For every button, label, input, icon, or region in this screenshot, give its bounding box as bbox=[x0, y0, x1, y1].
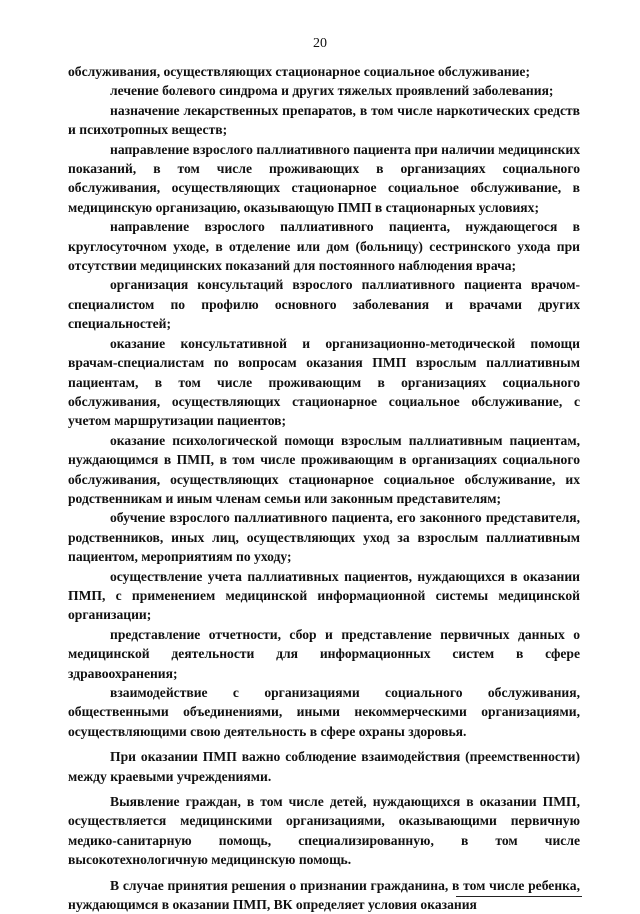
paragraph: направление взрослого паллиативного пациента при наличии медицинских показаний, в том числе проживающих в организациях социального обслуживания, осуществляющих стационарное социальное обслуживание, в медицинскую организацию, оказывающую ПМП в стационарных условиях; bbox=[68, 141, 580, 215]
paragraph: обслуживания, осуществляющих стационарное социальное обслуживание; bbox=[68, 64, 530, 79]
document-body bbox=[68, 62, 580, 914]
paragraph: организация консультаций взрослого паллиативного пациента врачом-специалистом по профилю основного заболевания и врачами других специальностей; bbox=[68, 277, 580, 332]
paragraph: При оказании ПМП важно соблюдение взаимодействия (преемственности) между краевыми учреждениями. bbox=[68, 749, 580, 784]
paragraph: обучение взрослого паллиативного пациента, его законного представителя, родственников, иных лиц, осуществляющих уход за взрослым паллиативным пациентом, мероприятиям по уходу; bbox=[68, 510, 580, 565]
paragraph: оказание консультативной и организационно-методической помощи врачам-специалистам по вопросам оказания ПМП взрослым паллиативным пациентам, в том числе проживающим в организациях социального обслуживания, осуществляющих стационарное социальное обслуживание, с учетом маршрутизации пациентов; bbox=[68, 335, 580, 429]
paragraph: лечение болевого синдрома и других тяжелых проявлений заболевания; bbox=[110, 83, 554, 99]
paragraph: представление отчетности, сбор и представление первичных данных о медицинской деятельности для информационных систем в сфере здравоохранения; bbox=[68, 626, 580, 681]
page-number: 20 bbox=[313, 36, 327, 51]
footer-rule bbox=[456, 896, 582, 897]
paragraph: оказание психологической помощи взрослым паллиативным пациентам, нуждающимся в ПМП, в том числе проживающим в организациях социального обслуживания, осуществляющих стационарное социальное обслуживание, их родственникам и иным членам семьи или законным представителям; bbox=[68, 432, 580, 506]
paragraph: Выявление граждан, в том числе детей, нуждающихся в оказании ПМП, осуществляется медицинскими организациями, оказывающими первичную медико-санитарную помощь, специализированную, в том числе высокотехнологичную медицинскую помощь. bbox=[68, 794, 580, 868]
paragraph: назначение лекарственных препаратов, в том числе наркотических средств и психотропных веществ; bbox=[68, 102, 580, 138]
paragraph: взаимодействие с организациями социального обслуживания, общественными объединениями, иными некоммерческими организациями, осуществляющими свою деятельность в сфере охраны здоровья. bbox=[68, 685, 580, 739]
paragraph: осуществление учета паллиативных пациентов, нуждающихся в оказании ПМП, с применением медицинской информационной системы медицинской организации; bbox=[68, 568, 580, 623]
paragraph: направление взрослого паллиативного пациента, нуждающегося в круглосуточном уходе, в отделение или дом (больницу) сестринского ухода при отсутствии медицинских показаний для постоянного наблюдения врача; bbox=[68, 219, 580, 274]
paragraph: В случае принятия решения о признании гражданина, в том числе ребенка, нуждающимся в оказании ПМП, ВК определяет условия оказания bbox=[68, 877, 580, 913]
